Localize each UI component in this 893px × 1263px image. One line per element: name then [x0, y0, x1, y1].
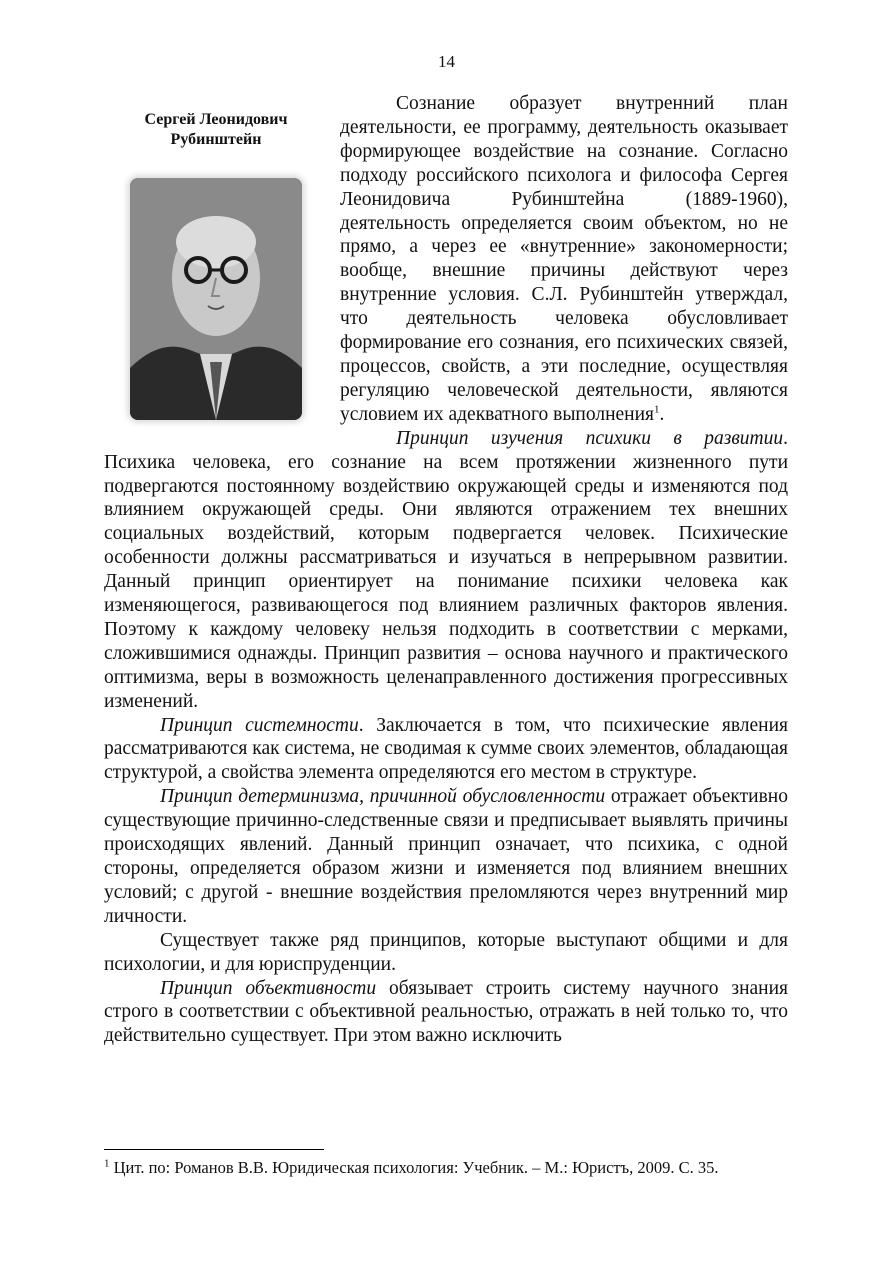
footnote: $^1$ Цит. по: Романов В.В. Юридическая психология: Учебник. – М.: Юристъ, 2009. С. 35.: [104, 1157, 719, 1177]
footnote-divider: [104, 1149, 324, 1150]
paragraph: Принцип объективности обязывает строить систему научного знания строго в соответствии с объективной реальностью, отражать в ней только то, что действительно существует. При этом важно исключить: [104, 977, 789, 1047]
paragraph: Сознание образует внутренний план деятельности, ее программу, деятельность оказывает формирующее воздействие на сознание. Согласно подходу российского психолога и философа Сергея Леонидовича Рубинштейна (1889-1960), деятельность определяется своим объектом, но не прямо, а через ее «внутренние» закономерности; вообще, внешние причины действуют через внутренние условия. С.Л. Рубинштейн утверждал, что деятельность человека обусловливает формирование его сознания, его психических связей, процессов, свойств, а эти последние, осуществляя регуляцию человеческой деятельности, являются условием их адекватного выполнения$^1$.: [340, 93, 788, 425]
paragraph: Принцип детерминизма, причинной обусловленности отражает объективно существующие причинно-следственные связи и предписывает выявлять причины происходящих явлений. Данный принцип означает, что психика, с одной стороны, определяется образом жизни и изменяется под влиянием внешних условий; с другой - внешние воздействия преломляются через внутренний мир личности.: [104, 786, 788, 927]
portrait-caption-line2: Рубинштейн: [170, 131, 262, 148]
body-text: [104, 92, 788, 1048]
footnote-ref: 1: [654, 403, 660, 416]
paragraph: Принцип системности. Заключается в том, что психические явления рассматриваются как система, не сводимая к сумме своих элементов, обладающая структурой, а свойства элемента определяются его местом в структуре.: [104, 714, 788, 784]
portrait-float-spacer: [104, 92, 340, 448]
paragraph: Существует также ряд принципов, которые выступают общими и для психологии, и для юриспруденции.: [104, 929, 788, 975]
portrait-caption-line1: Сергей Леонидович: [144, 111, 288, 128]
footnote-marker: 1: [104, 1157, 110, 1170]
paragraph: Принцип изучения психики в развитии. Психика человека, его сознание на всем протяжении жизненного пути подвергаются постоянному воздействию окружающей среды и изменяются под влиянием окружающей среды. Они являются отражением тех внешних социальных воздействий, которым подвергается человек. Психические особенности должны рассматриваться и изучаться в непрерывном развитии. Данный принцип ориентирует на понимание психики человека как изменяющегося, развивающегося под влиянием различных факторов явления. Поэтому к каждому человеку нельзя подходить в соответствии с мерками, сложившимися однажды. Принцип развития – основа научного и практического оптимизма, веры в возможность целенаправленного достижения прогрессивных изменений.: [104, 427, 788, 712]
page-number: 14: [438, 52, 455, 71]
